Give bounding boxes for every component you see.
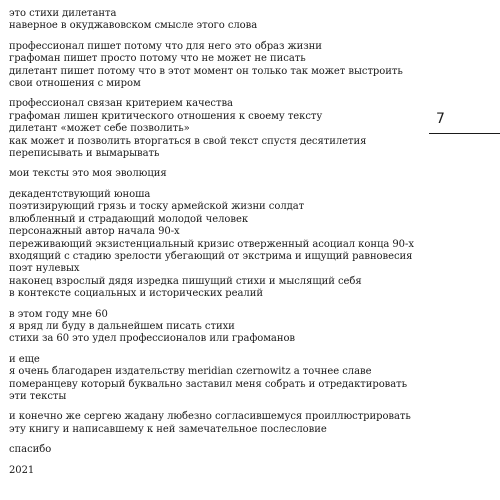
text-line: входящий с стадию зрелости убегающий от экстрима и ищущий равновесия [9, 250, 413, 262]
text-line: дилетант пишет потому что в этот момент он только так может выстроить [9, 65, 403, 77]
text-line: и конечно же сергею жадану любезно согласившемуся проиллюстрировать [9, 411, 411, 423]
text-line: декадентствующий юноша [9, 188, 151, 200]
text-line: переписывать и вымарывать [9, 148, 160, 160]
text-line: стихи за 60 это удел профессионалов или графоманов [9, 333, 295, 345]
stanza [9, 411, 414, 436]
text-line: графоман пишет просто потому что не может не писать [9, 53, 306, 65]
stanza [9, 98, 414, 160]
text-line: спасибо [9, 444, 52, 456]
text-line: профессионал связан критерием качества [9, 98, 233, 110]
text-line: переживающий экзистенциальный кризис отверженный асоциал конца 90-х [9, 238, 414, 250]
text-line: это стихи дилетанта [9, 8, 117, 19]
text-line: в этом году мне 60 [9, 308, 108, 320]
text-line: и еще [9, 353, 40, 365]
stanza [9, 354, 414, 404]
text-line: персонажный автор начала 90-х [9, 226, 180, 238]
page-number-rule [429, 133, 500, 134]
page-number: 7 [436, 111, 445, 127]
text-line: я вряд ли буду в дальнейшем писать стихи [9, 320, 235, 332]
body-text [9, 8, 414, 485]
stanza [9, 444, 414, 456]
text-line: наконец взрослый дядя изредка пишущий стихи и мыслящий себя [9, 275, 362, 287]
text-line: как может и позволить вторгаться в свой текст спустя десятилетия [9, 135, 367, 147]
stanza [9, 8, 414, 33]
text-line: профессионал пишет потому что для него это образ жизни [9, 40, 322, 52]
text-line: эту книгу и написавшему к ней замечательное послесловие [9, 423, 327, 435]
text-line: эти тексты [9, 390, 67, 402]
text-line: свои отношения с миром [9, 78, 141, 90]
stanza [9, 465, 414, 477]
stanza [9, 168, 414, 180]
text-line: дилетант «может себе позволить» [9, 123, 190, 135]
text-line: я очень благодарен издательству meridian czernowitz а точнее славе [9, 366, 372, 378]
text-line: в контексте социальных и исторических реалий [9, 288, 263, 300]
text-line: 2021 [9, 464, 35, 476]
stanza [9, 189, 414, 301]
text-line: графоман лишен критического отношения к своему тексту [9, 110, 323, 122]
stanza [9, 41, 414, 91]
text-line: наверное в окуджавовском смысле этого слова [9, 20, 258, 32]
text-line: мои тексты это моя эволюция [9, 168, 167, 180]
stanza [9, 309, 414, 346]
text-line: влюбленный и страдающий молодой человек [9, 213, 249, 225]
text-line: померанцеву который буквально заставил меня собрать и отредактировать [9, 378, 408, 390]
text-line: поэт нулевых [9, 263, 80, 275]
text-line: поэтизирующий грязь и тоску армейской жизни солдат [9, 201, 305, 213]
